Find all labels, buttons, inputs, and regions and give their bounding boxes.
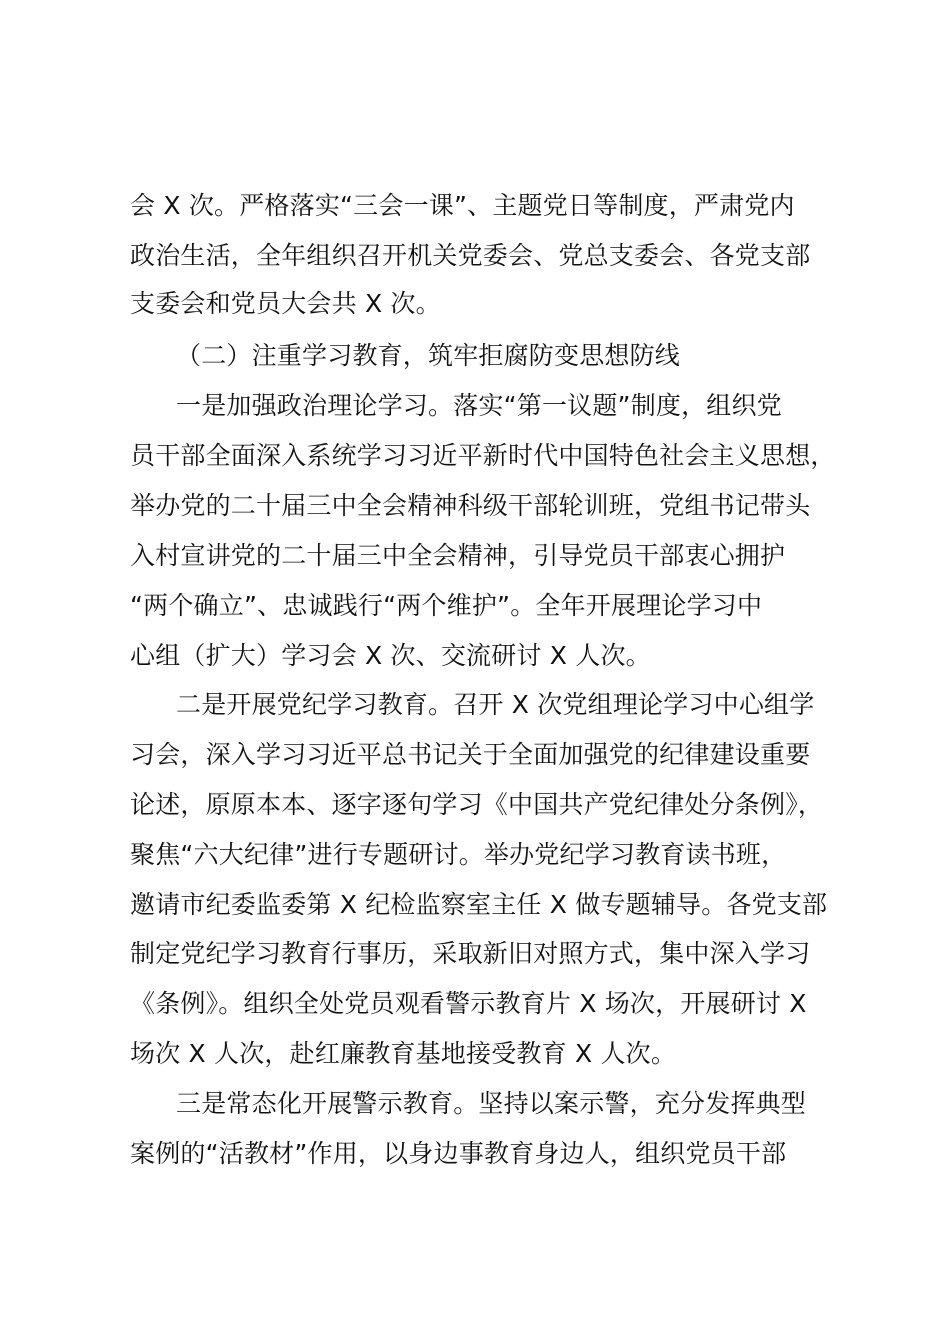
text-line-15: 邀请市纪委监委第 X 纪检监察室主任 X 做专题辅导。各党支部	[130, 890, 828, 919]
text-line-10: 心组（扩大）学习会 X 次、交流研讨 X 人次。	[130, 641, 651, 670]
text-line-9: “两个确立”、忠诚践行“两个维护”。全年开展理论学习中	[130, 591, 763, 620]
section-heading: （二）注重学习教育，筑牢拒腐防变思想防线	[176, 341, 681, 370]
text-line-14: 聚焦“六大纪律”进行专题研讨。举办党纪学习教育读书班，	[130, 840, 787, 869]
text-line-6: 员干部全面深入系统学习习近平新时代中国特色社会主义思想，	[130, 441, 836, 470]
text-line-20: 案例的“活教材”作用，以身边事教育身边人，组织党员干部	[130, 1139, 787, 1168]
text-line-5: 一是加强政治理论学习。落实“第一议题”制度，组织党	[176, 391, 782, 420]
text-line-2: 政治生活，全年组织召开机关党委会、党总支委会、各党支部	[130, 241, 811, 270]
text-line-7: 举办党的二十届三中全会精神科级干部轮训班，党组书记带头	[130, 491, 811, 520]
text-line-3: 支委会和党员大会共 X 次。	[130, 289, 441, 318]
text-line-1: 会 X 次。严格落实“三会一课”、主题党日等制度，严肃党内	[130, 191, 795, 220]
text-line-12: 习会，深入学习习近平总书记关于全面加强党的纪律建设重要	[130, 740, 811, 769]
text-line-13: 论述，原原本本、逐字逐句学习《中国共产党纪律处分条例》，	[130, 790, 824, 819]
text-line-18: 场次 X 人次，赴红廉教育基地接受教育 X 人次。	[130, 1039, 677, 1068]
text-line-19: 三是常态化开展警示教育。坚持以案示警，充分发挥典型	[176, 1089, 807, 1118]
text-line-17: 《条例》。组织全处党员观看警示教育片 X 场次，开展研讨 X	[130, 989, 807, 1018]
text-line-16: 制定党纪学习教育行事历，采取新旧对照方式，集中深入学习	[130, 939, 811, 968]
text-line-8: 入村宣讲党的二十届三中全会精神，引导党员干部衷心拥护	[130, 541, 786, 570]
text-line-11: 二是开展党纪学习教育。召开 X 次党组理论学习中心组学	[176, 690, 815, 719]
